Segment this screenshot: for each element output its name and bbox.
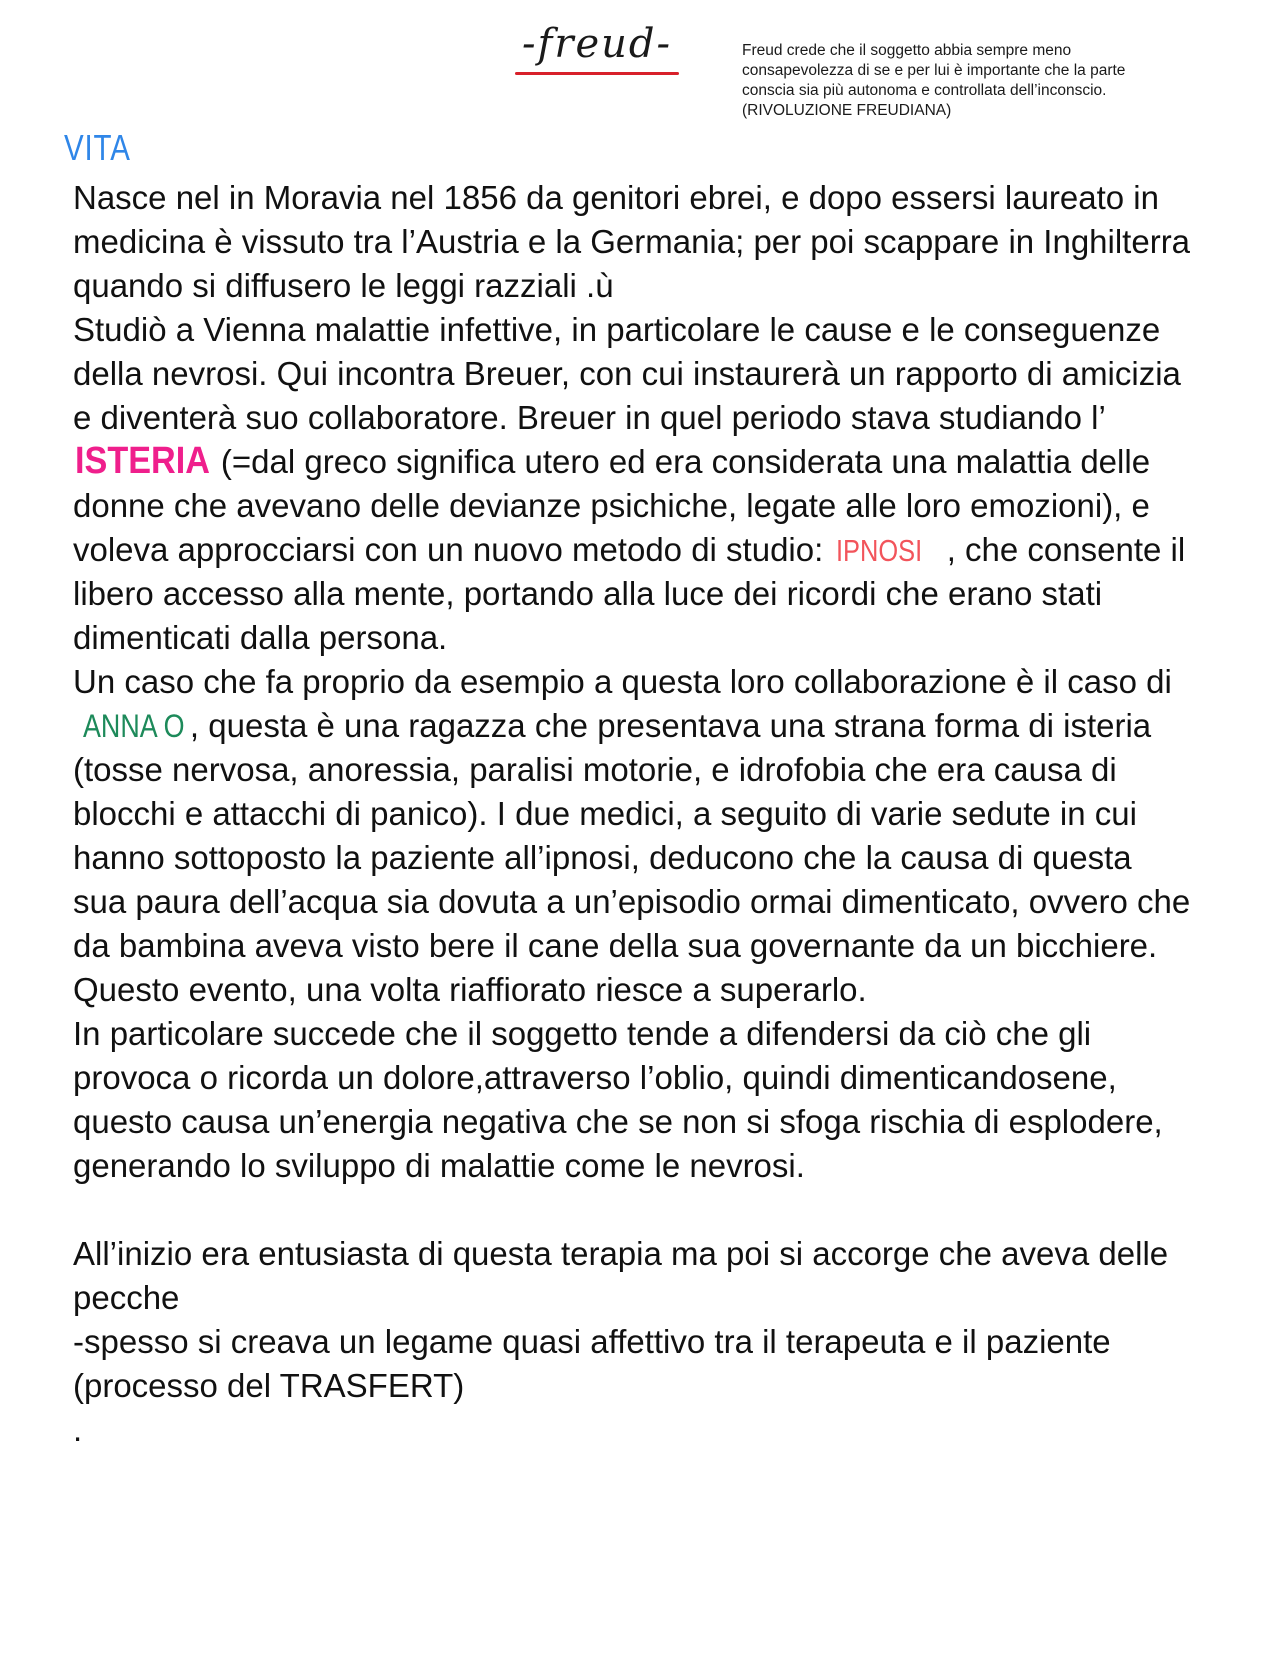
paragraph-therapy-text: All’inizio era entusiasta di questa terapia ma poi si accorge che aveva delle pecche: [73, 1235, 1169, 1316]
title-underline: [515, 72, 679, 75]
paragraph-therapy: [73, 1232, 1193, 1320]
paragraph-trasfert: [73, 1320, 1193, 1408]
paragraph-anna-text-b: , questa è una ragazza che presentava una strana forma di isteria (tosse nervosa, anoressia, paralisi motorie, e idrofobia che era causa di blocchi e attacchi di panico). I due medici, a seguito di varie sedute in cui hanno sottoposto la paziente all’ipnosi, deducono che la causa di questa sua paura dell’acqua sia dovuta a un’episodio ormai dimenticato, ovvero che da bambina aveva visto bere il cane della sua governante da un bicchiere. Questo evento, una volta riaffiorato riesce a superarlo.: [73, 707, 1191, 1008]
paragraph-vienna-text-c: , che consente il libero accesso alla mente, portando alla luce dei ricordi che erano stati dimenticati dalla persona.: [73, 531, 1186, 656]
paragraph-vienna: [73, 308, 1193, 660]
section-label-vita: VITA: [64, 127, 131, 168]
page-title: [512, 16, 682, 78]
paragraph-end: [73, 1408, 1193, 1452]
paragraph-vienna-text-a: Studiò a Vienna malattie infettive, in particolare le cause e le conseguenze della nevrosi. Qui incontra Breuer, con cui instaurerà un rapporto di amicizia e diventerà suo collaboratore. Breuer in quel periodo stava studiando l’: [73, 311, 1181, 436]
paragraph-defense: [73, 1012, 1193, 1188]
ipnosi-highlight: IPNOSI: [836, 533, 923, 568]
paragraph-end-text: .: [73, 1411, 83, 1448]
isteria-highlight: ISTERIA: [75, 440, 210, 482]
paragraph-birth: [73, 176, 1193, 308]
paragraph-anna: [73, 660, 1193, 1012]
paragraph-vienna-text-b: (=dal greco significa utero ed era considerata una malattia delle donne che avevano delle devianze psichiche, legate alle loro emozioni), e voleva approcciarsi con un nuovo metodo di studio:: [73, 443, 1151, 568]
paragraph-defense-text: In particolare succede che il soggetto tende a difendersi da ciò che gli provoca o ricorda un dolore,attraverso l’oblio, quindi dimenticandosene, questo causa un’energia negativa che se non si sfoga rischia di esplodere, generando lo sviluppo di malattie come le nevrosi.: [73, 1015, 1163, 1184]
paragraph-birth-text: Nasce nel in Moravia nel 1856 da genitori ebrei, e dopo essersi laureato in medicina è vissuto tra l’Austria e la Germania; per poi scappare in Inghilterra quando si diffusero le leggi razziali .ù: [73, 179, 1191, 304]
paragraph-spacer: [73, 1188, 1193, 1232]
body-text: [73, 176, 1193, 1452]
side-note: Freud crede che il soggetto abbia sempre meno consapevolezza di se e per lui è importante che la parte conscia sia più autonoma e controllata dell’inconscio. (RIVOLUZIONE FREUDIANA): [742, 42, 1126, 119]
anna-highlight: ANNA O: [83, 708, 185, 744]
title-text: -freud-: [522, 21, 672, 67]
paragraph-anna-text-a: Un caso che fa proprio da esempio a questa loro collaborazione è il caso di: [73, 663, 1172, 700]
paragraph-trasfert-text: -spesso si creava un legame quasi affettivo tra il terapeuta e il paziente (processo del TRASFERT): [73, 1323, 1111, 1404]
